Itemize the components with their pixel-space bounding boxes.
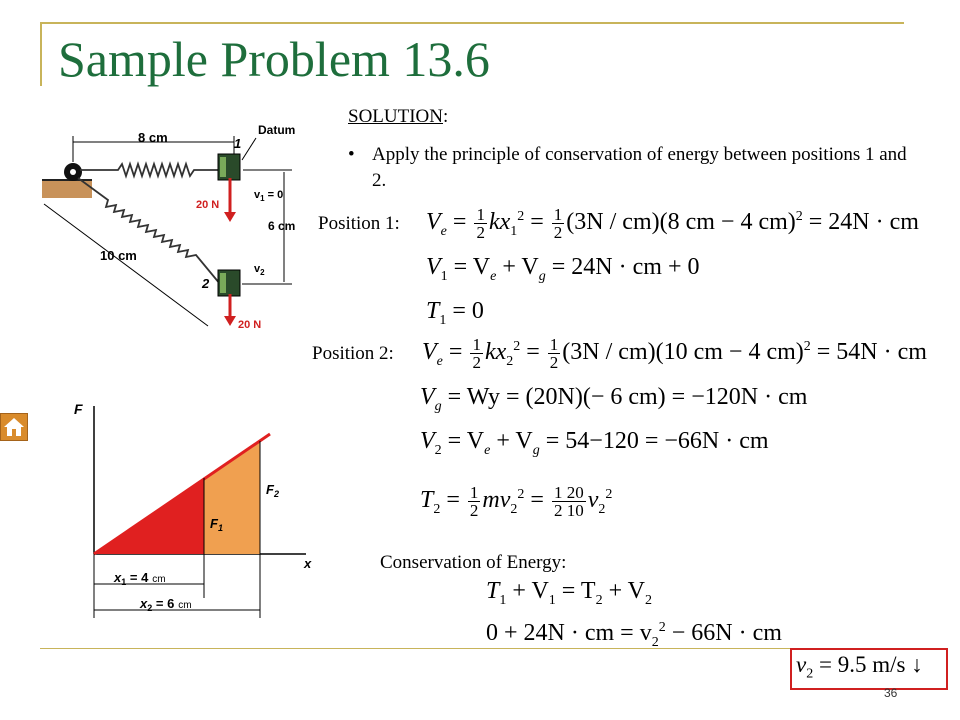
svg-text:20 N: 20 N	[238, 319, 262, 331]
svg-text:2: 2	[202, 276, 210, 291]
home-icon	[1, 414, 27, 440]
svg-text:1: 1	[234, 136, 242, 151]
force-graph	[70, 398, 320, 626]
dim-8cm: 8 cm	[138, 130, 168, 145]
eq-answer: $v_2 = 9.5$ m/s ↓	[796, 652, 923, 682]
solution-bullet: • Apply the principle of conservation of energy between positions 1 and 2.	[348, 144, 907, 191]
eq-p1-potential: $V_1 = V_e + V_g = 24N$ · cm + 0	[426, 254, 700, 284]
eq-conservation-numeric: 0 + 24N · cm = $v_2^2 - 66N$ · cm	[486, 620, 782, 650]
x1-label: $x_1 = 4$ cm	[114, 570, 166, 587]
slide-title: Sample Problem 13.6	[58, 31, 490, 87]
position-2-label: Position 2:	[312, 343, 394, 364]
eq-p2-gravity: $V_g = Wy = (20N)(- 6$ cm) = −120N · cm	[420, 384, 808, 414]
spring-position-1	[80, 164, 218, 176]
dim-10cm: 10 cm	[100, 248, 137, 263]
slide-frame-left	[40, 22, 42, 86]
f1-label: $F_1$	[210, 516, 223, 533]
home-button[interactable]	[0, 413, 28, 441]
v1-label: $v_1 = 0$	[254, 189, 284, 203]
eq-p2-spring-energy: $V_e$ = $\frac{1}{2}$ $kx_2^2$ = $\frac{1}{2}$ (3N / cm)(10 cm − 4 cm)$^2$ = 54N · cm	[422, 335, 927, 372]
f2-label: $F_2$	[266, 482, 279, 499]
position-1-label: Position 1:	[318, 213, 400, 234]
eq-p2-kinetic: $T_2$ = $\frac{1}{2}$ $mv_2^2$ = $\frac{1 20}{2 10}$ $v_2^2$	[420, 483, 613, 520]
v2-label: $v_2$	[254, 263, 265, 277]
solution-heading: SOLUTION:	[348, 106, 449, 127]
slide-frame-top	[40, 22, 904, 24]
graph-y-axis-label: F	[74, 401, 83, 417]
eq-p1-spring-energy: $V_e$ = $\frac{1}{2}$ $kx_1^2$ = $\frac{1}{2}$ (3N / cm)(8 cm − 4 cm)$^2$ = 24N · cm	[426, 205, 919, 242]
page-number: 36	[884, 686, 898, 700]
x2-label: $x_2 = 6$ cm	[140, 596, 192, 613]
datum-label: Datum	[258, 123, 296, 137]
conservation-label: Conservation of Energy:	[380, 552, 567, 573]
dim-6cm: 6 cm	[268, 219, 296, 233]
spring-figure	[38, 122, 308, 336]
svg-text:20 N: 20 N	[196, 199, 220, 211]
bullet-dot: •	[348, 144, 355, 165]
eq-conservation: $T_1 + V_1 = T_2 + V_2$	[486, 578, 652, 608]
eq-p2-potential: $V_2 = V_e + V_g = 54-120 = -66N$ · cm	[420, 428, 769, 458]
graph-x-axis-label: x	[304, 556, 312, 571]
spring-position-2	[78, 178, 220, 284]
eq-p1-kinetic: $T_1 = 0$	[426, 298, 484, 328]
